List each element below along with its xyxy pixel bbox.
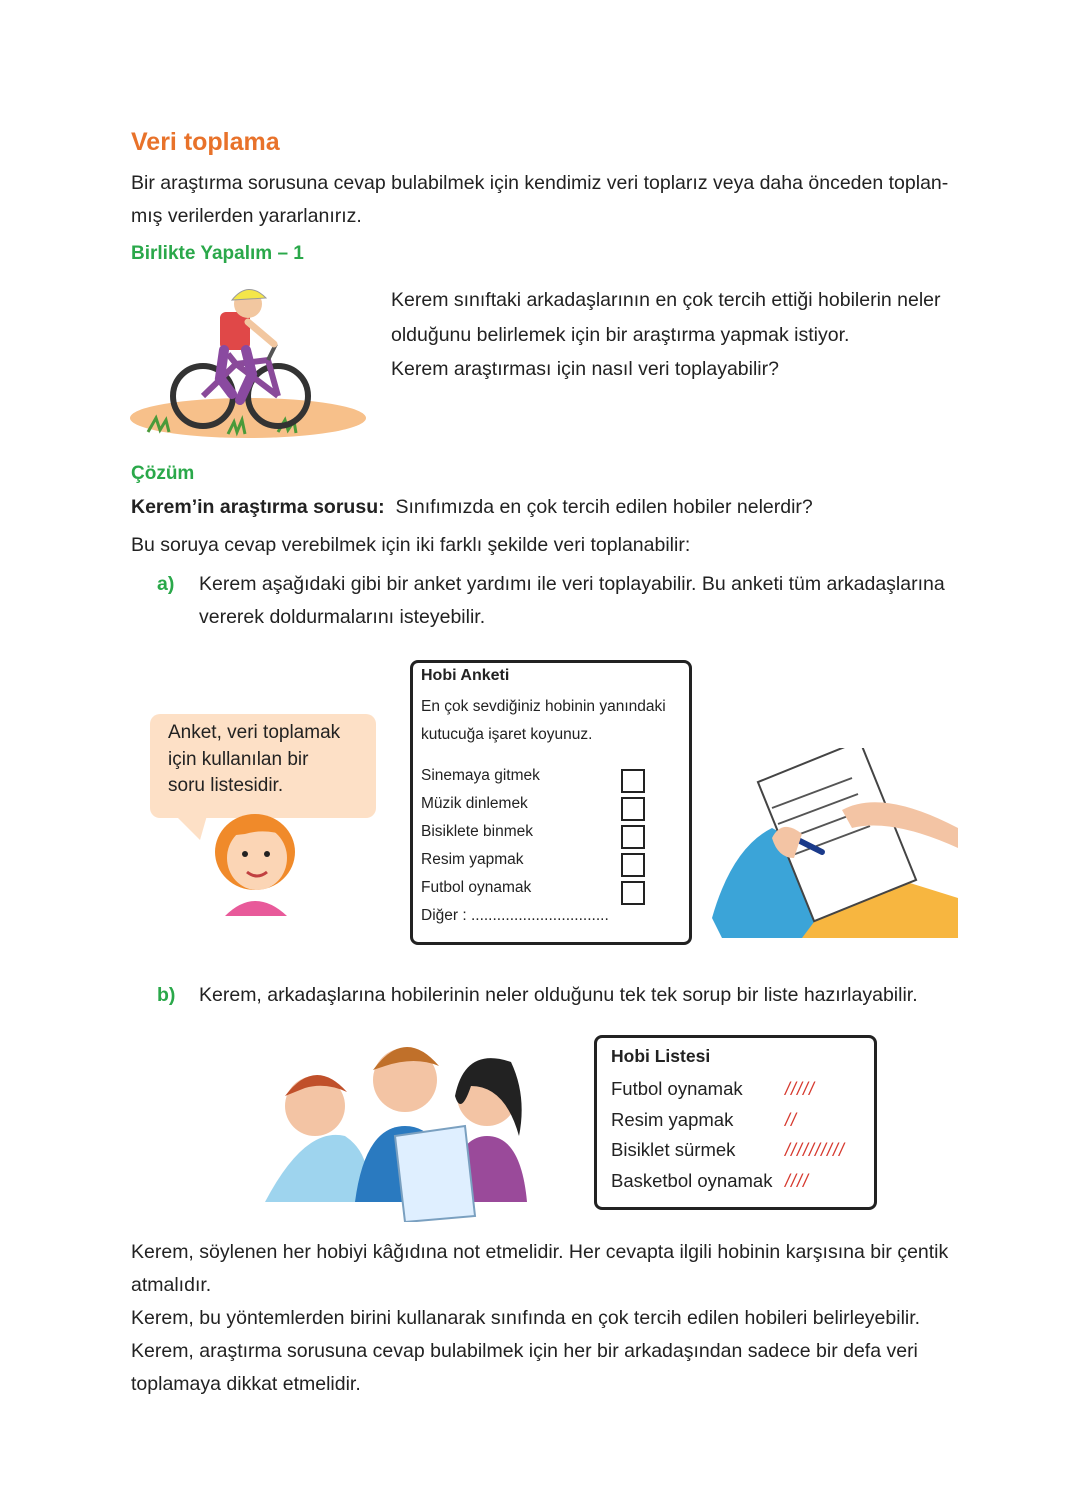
research-question [131,491,813,524]
hobby-list-row: Resim yapmak [611,1108,734,1130]
conclusion-line: Kerem, araştırma sorusuna cevap bulabilmek için her bir arkadaşından sadece bir defa veri [131,1340,918,1362]
solution-title: Çözüm [131,463,195,484]
survey-option: Müzik dinlemek [421,795,528,812]
hobby-list-tallies [785,1074,845,1196]
hobby-list-box [594,1035,877,1210]
survey-instruction-line: En çok sevdiğiniz hobinin yanındaki [421,698,666,715]
tally-marks: // [785,1109,798,1130]
conclusion-line: Kerem, söylenen her hobiyi kâğıdına not etmelidir. Her cevapta ilgili hobinin karşısına bir çentik [131,1241,949,1263]
problem-line: Kerem sınıftaki arkadaşlarının en çok tercih ettiği hobilerin neler [391,289,941,311]
tally-marks: ///// [785,1079,816,1099]
survey-options [421,762,609,930]
tally-marks: //// [785,1170,810,1191]
bubble-line: soru listesidir. [168,775,284,796]
hobby-list-row: Bisiklet sürmek [611,1139,736,1160]
intro-line: mış verilerden yararlanırız. [131,205,362,227]
survey-instruction [421,693,666,749]
hobby-list-rows [611,1074,772,1196]
survey-other: Diğer : ................................ [421,907,609,924]
conclusion-line: Kerem, bu yöntemlerden birini kullanarak sınıfında en çok tercih edilen hobileri belirleyebilir. [131,1307,921,1329]
girl-illustration [205,806,305,916]
hobby-list-row: Basketbol oynamak [611,1169,773,1191]
section-title: Veri toplama [131,128,280,156]
hobby-list-title: Hobi Listesi [611,1046,711,1066]
option-b-marker: b) [157,984,176,1006]
tally-marks: ////////// [785,1140,846,1160]
hobby-list-row: Futbol oynamak [611,1078,743,1099]
intro-paragraph [131,167,981,233]
option-a-line: Kerem aşağıdaki gibi bir anket yardımı ile veri toplayabilir. Bu anketi tüm arkadaşlarına [199,573,945,595]
survey-checkbox[interactable] [621,797,645,821]
methods-intro: Bu soruya cevap verebilmek için iki farklı şekilde veri toplanabilir: [131,534,691,556]
survey-checkbox[interactable] [621,881,645,905]
survey-option: Futbol oynamak [421,879,532,896]
problem-line: olduğunu belirlemek için bir araştırma yapmak istiyor. [391,323,850,346]
conclusion-line: toplamaya dikkat etmelidir. [131,1373,361,1395]
intro-line: Bir araştırma sorusuna cevap bulabilmek için kendimiz veri toplarız veya daha önceden toplan- [131,172,949,194]
option-a-text [199,568,989,634]
speech-bubble-text [168,720,340,800]
option-a-line: vererek doldurmalarını isteyebilir. [199,606,486,628]
survey-option: Bisiklete binmek [421,823,533,840]
research-question-text: Sınıfımızda en çok tercih edilen hobiler nelerdir? [395,496,813,518]
problem-line: Kerem araştırması için nasıl veri toplayabilir? [391,358,779,380]
filling-survey-illustration [712,748,958,938]
survey-checkbox[interactable] [621,769,645,793]
survey-instruction-line: kutucuğa işaret koyunuz. [421,726,593,743]
cyclist-illustration [128,282,370,444]
conclusion-line: atmalıdır. [131,1274,212,1296]
survey-checkbox[interactable] [621,853,645,877]
option-a-marker: a) [157,573,175,595]
bubble-line: için kullanılan bir [168,748,309,770]
research-question-label: Kerem’in araştırma sorusu: [131,496,385,518]
kids-illustration [265,1026,531,1222]
bubble-line: Anket, veri toplamak [168,722,341,743]
survey-box [410,660,692,945]
survey-option: Resim yapmak [421,851,524,868]
survey-title: Hobi Anketi [421,667,510,684]
problem-text [391,283,991,387]
activity-title: Birlikte Yapalım – 1 [131,243,304,264]
conclusion-paragraph [131,1236,981,1401]
survey-checkbox[interactable] [621,825,645,849]
survey-option: Sinemaya gitmek [421,767,540,784]
option-b-text: Kerem, arkadaşlarına hobilerinin neler olduğunu tek tek sorup bir liste hazırlayabilir. [199,984,918,1006]
